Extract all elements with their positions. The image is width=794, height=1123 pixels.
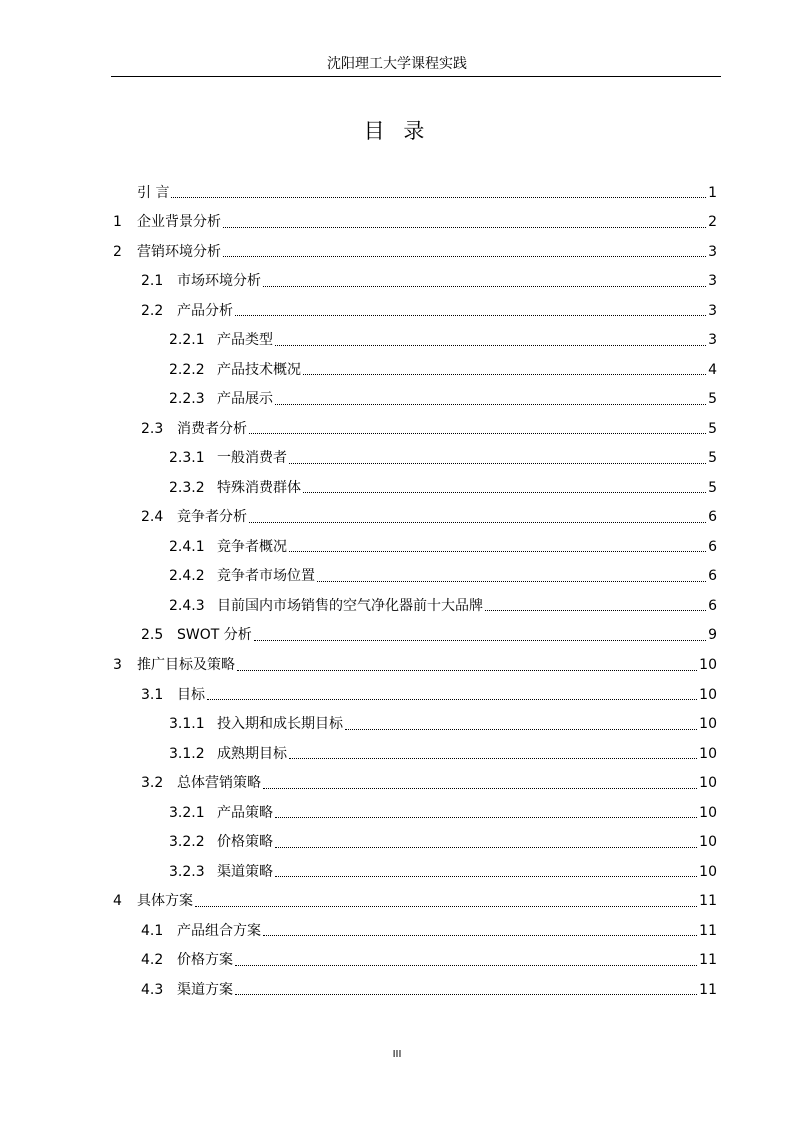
dot-leader (263, 788, 697, 789)
toc-entry[interactable] (113, 621, 717, 651)
toc-entry-page: 3 (708, 302, 717, 319)
toc-entry-page: 10 (699, 716, 717, 733)
toc-entry[interactable] (113, 473, 717, 503)
toc-entry-page: 5 (708, 479, 717, 496)
dot-leader (235, 994, 697, 995)
running-header: 沈阳理工大学课程实践 (327, 56, 467, 72)
toc-entry[interactable] (113, 975, 717, 1005)
page-number: III (392, 1049, 402, 1060)
toc-entry-number: 2.4.1 (169, 538, 205, 555)
header-divider (111, 76, 721, 77)
toc-entry[interactable] (113, 886, 717, 916)
toc-entry-page: 6 (708, 509, 717, 526)
toc-entry-number: 3.1.1 (169, 716, 205, 733)
toc-entry-label: 竞争者市场位置 (217, 568, 315, 585)
toc-entry-label: SWOT 分析 (177, 627, 252, 644)
toc-entry-number: 2.4 (141, 509, 164, 526)
dot-leader (345, 729, 697, 730)
toc-entry-number: 3.1.2 (169, 745, 205, 762)
dot-leader (223, 256, 706, 257)
toc-entry-page: 3 (708, 273, 717, 290)
toc-entry-label: 投入期和成长期目标 (217, 716, 343, 733)
dot-leader (171, 197, 706, 198)
dot-leader (249, 433, 706, 434)
toc-entry-label: 产品类型 (217, 332, 273, 349)
toc-entry[interactable] (113, 355, 717, 385)
toc-entry-page: 5 (708, 420, 717, 437)
toc-entry-number: 2.4.3 (169, 597, 205, 614)
toc-entry-number: 2.2 (141, 302, 164, 319)
toc-entry[interactable] (113, 562, 717, 592)
toc-entry-page: 6 (708, 597, 717, 614)
toc-entry-page: 10 (699, 834, 717, 851)
toc-entry-number: 4.3 (141, 981, 164, 998)
toc-entry-page: 5 (708, 450, 717, 467)
toc-entry-page: 11 (699, 893, 717, 910)
toc-entry-label: 总体营销策略 (177, 775, 261, 792)
toc-entry-label: 产品组合方案 (177, 922, 261, 939)
toc-entry[interactable] (113, 650, 717, 680)
toc-entry-number: 3 (113, 657, 122, 673)
toc-entry[interactable] (113, 385, 717, 415)
dot-leader (275, 847, 697, 848)
dot-leader (235, 315, 706, 316)
toc-entry-number: 4 (113, 893, 122, 910)
dot-leader (207, 699, 697, 700)
toc-entry-number: 4.2 (141, 952, 164, 969)
toc-entry[interactable] (113, 739, 717, 769)
toc-entry-label: 渠道方案 (177, 981, 233, 998)
toc-entry-label: 产品展示 (217, 391, 273, 408)
dot-leader (254, 640, 706, 641)
toc-entry-page: 10 (699, 657, 717, 673)
dot-leader (275, 345, 706, 346)
toc-entry-page: 10 (699, 686, 717, 703)
toc-entry[interactable] (113, 945, 717, 975)
toc-entry[interactable] (113, 532, 717, 562)
toc-entry-label: 价格方案 (177, 952, 233, 969)
toc-entry-number: 4.1 (141, 922, 164, 939)
dot-leader (303, 374, 706, 375)
toc-entry-label: 竞争者概况 (217, 538, 287, 555)
toc-entry-label: 特殊消费群体 (217, 479, 301, 496)
toc-entry-number: 2.2.2 (169, 361, 205, 378)
dot-leader (275, 817, 697, 818)
toc-entry[interactable] (113, 296, 717, 326)
dot-leader (485, 610, 706, 611)
toc-entry-page: 10 (699, 863, 717, 880)
toc-entry-label: 引 言 (137, 184, 170, 201)
toc-entry-label: 产品分析 (177, 302, 233, 319)
toc-entry-page: 11 (699, 981, 717, 998)
dot-leader (317, 581, 706, 582)
toc-entry-number: 3.2.1 (169, 804, 205, 821)
toc-entry[interactable] (113, 267, 717, 297)
toc-entry-label: 具体方案 (137, 893, 193, 910)
toc-entry-label: 价格策略 (217, 834, 273, 851)
toc-entry-number: 2.3.1 (169, 450, 205, 467)
toc-entry[interactable] (113, 503, 717, 533)
dot-leader (237, 670, 697, 671)
toc-entry-number: 3.2 (141, 775, 164, 792)
toc-entry[interactable] (113, 709, 717, 739)
toc-entry-label: 企业背景分析 (137, 214, 221, 231)
toc-entry[interactable] (113, 208, 717, 238)
toc-entry-number: 2.3.2 (169, 479, 205, 496)
toc-entry[interactable] (113, 237, 717, 267)
dot-leader (263, 286, 706, 287)
toc-title: 目 录 (363, 119, 431, 143)
toc-entry-label: 目前国内市场销售的空气净化器前十大品牌 (217, 597, 483, 614)
dot-leader (249, 522, 706, 523)
table-of-contents (113, 178, 717, 1004)
toc-entry-label: 一般消费者 (217, 450, 287, 467)
toc-entry-label: 营销环境分析 (137, 243, 221, 260)
toc-entry-page: 11 (699, 922, 717, 939)
toc-entry-label: 成熟期目标 (217, 745, 287, 762)
dot-leader (289, 463, 706, 464)
toc-entry-page: 3 (708, 332, 717, 349)
toc-entry-page: 4 (708, 361, 717, 378)
toc-entry[interactable] (113, 827, 717, 857)
toc-entry-page: 1 (708, 184, 717, 201)
dot-leader (275, 876, 697, 877)
toc-entry-page: 3 (708, 243, 717, 260)
toc-entry-page: 10 (699, 745, 717, 762)
toc-entry-number: 3.2.3 (169, 863, 205, 880)
toc-entry-label: 竞争者分析 (177, 509, 247, 526)
toc-entry-label: 产品策略 (217, 804, 273, 821)
dot-leader (223, 227, 706, 228)
dot-leader (235, 965, 697, 966)
toc-entry[interactable] (113, 680, 717, 710)
toc-entry-number: 2.2.3 (169, 391, 205, 408)
toc-entry-page: 10 (699, 775, 717, 792)
dot-leader (289, 551, 706, 552)
dot-leader (195, 906, 697, 907)
toc-entry[interactable] (113, 178, 717, 208)
toc-entry[interactable] (113, 414, 717, 444)
toc-entry-number: 2.3 (141, 420, 164, 437)
toc-entry-number: 1 (113, 214, 122, 231)
dot-leader (275, 404, 706, 405)
toc-entry[interactable] (113, 326, 717, 356)
toc-entry-number: 2.5 (141, 627, 164, 644)
toc-entry-number: 2.2.1 (169, 332, 205, 349)
toc-entry-label: 推广目标及策略 (137, 657, 235, 673)
dot-leader (303, 492, 706, 493)
toc-entry-number: 2.1 (141, 273, 164, 290)
toc-entry-page: 9 (708, 627, 717, 644)
toc-entry-label: 市场环境分析 (177, 273, 261, 290)
toc-entry-number: 3.1 (141, 686, 164, 703)
dot-leader (263, 935, 697, 936)
toc-entry-number: 2 (113, 243, 122, 260)
toc-entry-page: 10 (699, 804, 717, 821)
toc-entry[interactable] (113, 768, 717, 798)
toc-entry-label: 产品技术概况 (217, 361, 301, 378)
toc-entry[interactable] (113, 916, 717, 946)
toc-entry-number: 3.2.2 (169, 834, 205, 851)
toc-entry-page: 6 (708, 538, 717, 555)
dot-leader (289, 758, 697, 759)
toc-entry[interactable] (113, 798, 717, 828)
toc-entry-page: 11 (699, 952, 717, 969)
toc-entry-label: 目标 (177, 686, 205, 703)
toc-entry[interactable] (113, 444, 717, 474)
toc-entry[interactable] (113, 857, 717, 887)
toc-entry-page: 6 (708, 568, 717, 585)
toc-entry-label: 渠道策略 (217, 863, 273, 880)
toc-entry-label: 消费者分析 (177, 420, 247, 437)
toc-entry-page: 2 (708, 214, 717, 231)
toc-entry[interactable] (113, 591, 717, 621)
toc-entry-page: 5 (708, 391, 717, 408)
toc-entry-number: 2.4.2 (169, 568, 205, 585)
